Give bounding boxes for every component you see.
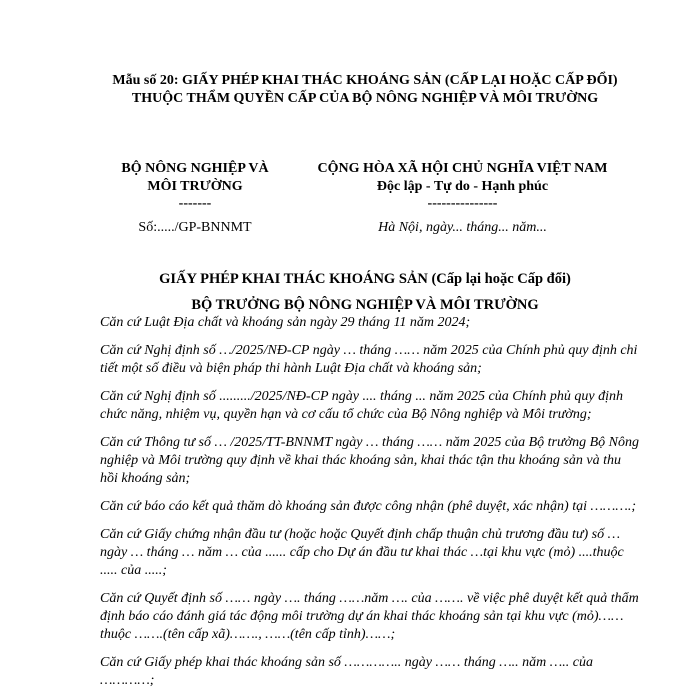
legal-basis-item: Căn cứ Nghị định số …/2025/NĐ-CP ngày … tháng …… năm 2025 của Chính phủ quy định chi tiết một số điều và biện pháp thi hành Luật Địa chất và khoáng sản; <box>100 343 638 376</box>
document-issuer: BỘ TRƯỞNG BỘ NÔNG NGHIỆP VÀ MÔI TRƯỜNG <box>191 297 539 313</box>
document-date: Hà Nội, ngày... tháng... năm... <box>378 220 547 235</box>
legal-bases <box>100 314 640 700</box>
republic-name: CỘNG HÒA XÃ HỘI CHỦ NGHĨA VIỆT NAM <box>317 161 608 176</box>
legal-basis-item: Căn cứ Nghị định số ........./2025/NĐ-CP ngày .... tháng ... năm 2025 của Chính phủ quy định chức năng, nhiệm vụ, quyền hạn và cơ cấu tổ chức của Bộ Nông nghiệp và Môi trường; <box>100 389 624 422</box>
legal-basis-item: Căn cứ Thông tư số … /2025/TT-BNNMT ngày … tháng …… năm 2025 của Bộ trưởng Bộ Nông nghiệp và Môi trường quy định về khai thác khoáng sản, khai thác tận thu khoáng sản và thu hồi khoáng sản; <box>100 435 639 486</box>
ministry-header <box>100 160 290 212</box>
legal-basis-item: Căn cứ Giấy chứng nhận đầu tư (hoặc hoặc Quyết định chấp thuận chủ trương đầu tư) số … ngày … tháng … năm … của ...... cấp cho Dự án đầu tư khai thác …tại khu vực (mỏ) ....thuộc ..... của .....; <box>100 527 624 578</box>
ministry-divider: ------- <box>178 196 212 211</box>
ministry-name-line1: BỘ NÔNG NGHIỆP VÀ <box>121 161 269 176</box>
legal-basis-item: Căn cứ báo cáo kết quả thăm dò khoáng sản được công nhận (phê duyệt, xác nhận) tại ……….; <box>100 499 636 514</box>
republic-header <box>295 160 630 212</box>
form-title: Mẫu số 20: GIẤY PHÉP KHAI THÁC KHOÁNG SẢN (CẤP LẠI HOẶC CẤP ĐỔI) THUỘC THẨM QUYỀN CẤP CỦA BỘ NÔNG NGHIỆP VÀ MÔI TRƯỜNG <box>112 73 618 106</box>
ministry-name-line2: MÔI TRƯỜNG <box>147 179 243 194</box>
motto-divider: --------------- <box>427 196 498 211</box>
legal-basis-item: Căn cứ Luật Địa chất và khoáng sản ngày 29 tháng 11 năm 2024; <box>100 315 471 330</box>
legal-basis-item: Căn cứ Giấy phép khai thác khoáng sản số ………….. ngày …… tháng ….. năm ….. của …………; <box>100 655 593 688</box>
document-title: GIẤY PHÉP KHAI THÁC KHOÁNG SẢN (Cấp lại hoặc Cấp đổi) <box>159 271 571 287</box>
document-title-block <box>100 266 630 318</box>
document-number: Số:...../GP-BNNMT <box>138 220 252 235</box>
legal-basis-item: Căn cứ Quyết định số …… ngày …. tháng ……năm …. của ……. về việc phê duyệt kết quả thẩm định báo cáo đánh giá tác động môi trường dự án khai thác khoáng sản tại khu vực (mỏ)…… thuộc …….(tên cấp xã)……., ……(tên cấp tỉnh)……; <box>100 591 639 642</box>
national-motto: Độc lập - Tự do - Hạnh phúc <box>376 179 549 194</box>
